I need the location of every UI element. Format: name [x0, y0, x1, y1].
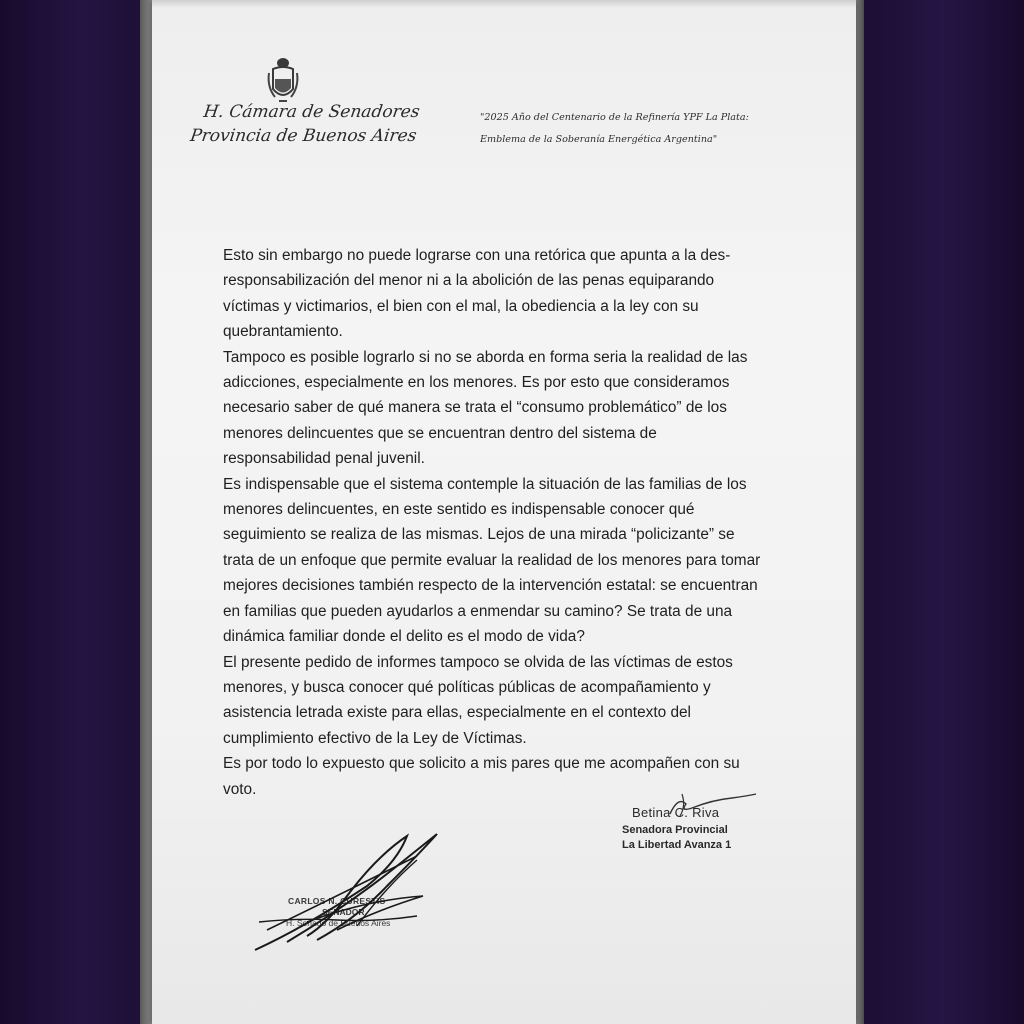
handwritten-signature-riva: [652, 790, 762, 822]
body-line: mejores decisiones también respecto de la intervención estatal: se encuentran: [223, 577, 758, 595]
province-name: Provincia de Buenos Aires: [188, 126, 418, 146]
body-line: Tampoco es posible lograrlo si no se aborda en forma seria la realidad de las: [223, 348, 748, 366]
body-line: adicciones, especialmente en los menores. Es por esto que consideramos: [223, 374, 730, 392]
body-line: responsabilización del menor ni a la abolición de las penas equiparando: [223, 272, 715, 290]
letterhead-motto: [480, 107, 750, 151]
document-body: [223, 243, 763, 802]
body-line: responsabilidad penal juvenil.: [223, 450, 425, 468]
document-page: [152, 0, 856, 1024]
motto-line-1: "2025 Año del Centenario de la Refinería YPF La Plata:: [480, 112, 749, 123]
letterhead-chamber: [188, 100, 421, 148]
body-line: Esto sin embargo no puede lograrse con una retórica que apunta a la des-: [223, 247, 731, 264]
body-line: voto.: [223, 780, 257, 798]
signatory-party: La Libertad Avanza 1: [622, 839, 732, 851]
body-line: víctimas y victimarios, el bien con el mal, la obediencia a la ley con su: [223, 297, 699, 315]
body-line: necesario saber de qué manera se trata el “consumo problemático” de los: [223, 399, 727, 417]
body-line: asistencia letrada existe para ellas, especialmente en el contexto del: [223, 704, 691, 722]
coat-of-arms-icon: [265, 55, 301, 105]
body-line: Es por todo lo expuesto que solicito a mis pares que me acompañen con su: [223, 755, 740, 773]
body-line: menores, y busca conocer qué políticas públicas de acompañamiento y: [223, 678, 711, 696]
body-line: El presente pedido de informes tampoco se olvida de las víctimas de estos: [223, 653, 733, 671]
body-line: dinámica familiar donde el delito es el modo de vida?: [223, 628, 585, 646]
signatory-title: Senadora Provincial: [622, 824, 728, 836]
body-line: cumplimiento efectivo de la Ley de Víctimas.: [223, 729, 527, 747]
body-line: en familias que pueden ayudarlos a enmendar su camino? Se trata de una: [223, 602, 733, 620]
body-line: Es indispensable que el sistema contemple la situación de las familias de los: [223, 475, 747, 493]
stamp-chamber: H. Senado de Buenos Aires: [286, 918, 391, 928]
page-top-shadow: [152, 0, 856, 8]
body-line: menores delincuentes que se encuentran dentro del sistema de: [223, 424, 657, 442]
body-line: trata de un enfoque que permite evaluar la realidad de los menores para tomar: [223, 551, 761, 569]
handwritten-signature-curestis: [247, 826, 447, 956]
stamp-name: CARLOS N. CURESTIS: [288, 896, 386, 906]
signatory-name: Betina C. Riva: [632, 805, 720, 820]
body-line: menores delincuentes, en este sentido es indispensable conocer qué: [223, 501, 695, 519]
motto-line-2: Emblema de la Soberanía Energética Argentina": [480, 134, 718, 145]
chamber-name: H. Cámara de Senadores: [202, 102, 421, 122]
body-line: quebrantamiento.: [223, 323, 343, 341]
body-line: seguimiento se realiza de las mismas. Lejos de una mirada “policizante” se: [223, 526, 735, 544]
stamp-title: SENADOR: [322, 907, 365, 917]
